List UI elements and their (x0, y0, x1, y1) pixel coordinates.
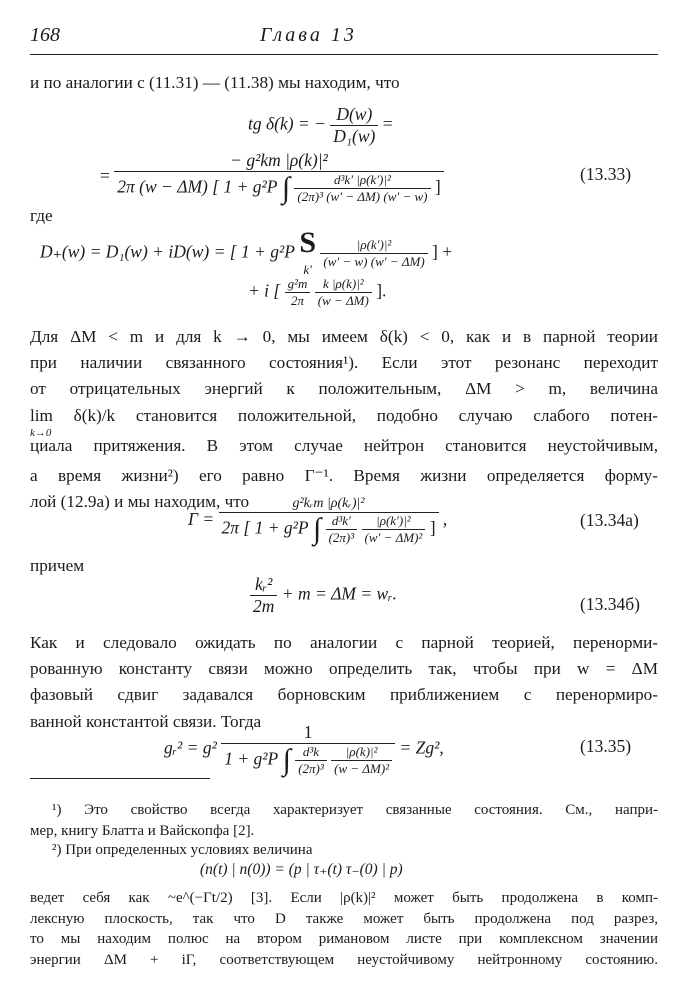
eq3-d1 (326, 513, 358, 546)
eq5-den (221, 744, 395, 777)
eq2b-end: ]. (376, 280, 387, 301)
eq2b-f1-den: 2π (291, 293, 305, 308)
paragraph-renormalization (30, 630, 658, 735)
footnote-2-equation: (n(t) | n(0)) = (p | τ₊(t) τ₋(0) | p) (200, 861, 403, 878)
eq-13-35 (164, 722, 444, 777)
eq2-frac (320, 237, 427, 270)
eq2b-pre: + i [ (248, 280, 281, 301)
eq-13-33-line2 (100, 150, 444, 205)
integral-sign: ∫ (282, 743, 291, 777)
p2-line4: ванной константой связи. Тогда (30, 711, 262, 731)
eq5-d1 (295, 744, 327, 777)
page-number: 168 (30, 24, 60, 46)
integral-sign: ∫ (312, 512, 322, 546)
eq-number-13-35: (13.35) (580, 736, 632, 756)
eq1-lhs: tg δ(k) = − (248, 113, 326, 134)
p2-line1: Как и следовало ожидать по аналогии с парной теорией, перенорми- (30, 633, 658, 652)
p1-line6: а время жизни²) его равно Γ⁻¹. Время жизни определяется форму- (30, 466, 658, 486)
fn1-line1: ¹) Это свойство всегда характеризует связанные состояния. См., напри- (52, 802, 658, 818)
eq3-lhs: Γ = (188, 509, 215, 530)
eq2-num: |ρ(k′)|² (320, 237, 427, 254)
eq3-den-pre: 2π [ 1 + g²P (221, 517, 309, 538)
where-label: где (30, 206, 53, 225)
chapter-title: Глава 13 (260, 24, 357, 46)
eq2b-frac1 (285, 276, 311, 309)
fn2-line1: ²) При определенных условиях величина (52, 842, 313, 858)
eq1-num: D(w) (330, 104, 378, 126)
eq1-big-fraction (114, 150, 443, 205)
eq-13-33-line1 (248, 104, 393, 147)
eq1-inner-num: d³k′ |ρ(k′)|² (294, 172, 430, 189)
fn2-line4: то мы находим полюс на втором римановом листе при комплексном значении (30, 931, 658, 947)
eq3-fraction (219, 496, 439, 546)
eq-13-34a (188, 496, 447, 546)
eq1-fraction (330, 104, 378, 147)
eq5-d1-den: (2π)³ (298, 761, 324, 776)
eq4-fraction (250, 574, 277, 617)
footnote-2-intro (30, 840, 658, 861)
eq5-d2 (331, 744, 392, 777)
eq-13-34b (250, 574, 397, 617)
eq1-equals: = (382, 113, 393, 134)
eq1-big-num: − g²km |ρ(k)|² (114, 150, 443, 172)
p2-line2: рованную константу связи можно определить так, чтобы при w = ΔM (30, 659, 658, 679)
fn2-line5: энергии ΔM + iΓ, соответствующем неустойчивому нейтронному состоянию. (30, 951, 658, 968)
eq3-d2-num: |ρ(k′)|² (362, 513, 426, 530)
fn1-line2: мер, книгу Блатта и Вайскопфа [2]. (30, 822, 255, 839)
eq-d-plus (40, 228, 452, 279)
eq1-den: D₁(w) (333, 126, 376, 146)
footnote-rule (30, 778, 210, 779)
eq4-num: kᵣ² (250, 574, 277, 596)
intro-line: и по аналогии с (11.31) — (11.38) мы находим, что (30, 73, 400, 92)
eq4-den: 2m (253, 596, 275, 616)
footnote-1 (30, 800, 658, 841)
sum-symbol (299, 228, 316, 279)
intro-text (30, 70, 658, 96)
p1-line2: при наличии связанного состояния¹). Если этот резонанс переходит (30, 353, 658, 373)
eq3-den-post: ] (429, 517, 436, 538)
eq-d-plus-line2 (248, 276, 386, 309)
eq2b-frac2 (315, 276, 372, 309)
eq-number-13-33: (13.33) (580, 164, 632, 184)
eq1-lead-equals: = (100, 165, 110, 186)
p1-line4: lim δ(k)/k становится положительной, подобно случаю слабого потен- (30, 405, 658, 425)
eq5-d2-num: |ρ(k)|² (331, 744, 392, 761)
eq5-lhs: gᵣ² = g² (164, 737, 217, 758)
eq1-inner-frac (294, 172, 430, 205)
footnote-2-body (30, 888, 658, 970)
header-rule (30, 54, 658, 55)
sum-sub: k′ (303, 262, 312, 277)
eq5-fraction (221, 722, 395, 777)
fn2-line3: лексную плоскость, так что D также может быть продолжена под разрез, (30, 910, 658, 927)
eq1-den-post: ] (434, 176, 441, 197)
eq1-den-pre: 2π (w − ΔM) [ 1 + g²P (117, 176, 278, 197)
eq4-rest: + m = ΔM = wᵣ. (281, 583, 397, 604)
eq2-lhs: D₊(w) = D₁(w) + iD(w) = [ 1 + g²P (40, 241, 295, 262)
p1-line5: циала притяжения. В этом случае нейтрон становится неустойчивым, (30, 435, 658, 455)
eq2-den: (w′ − w) (w′ − ΔM) (323, 254, 425, 269)
eq5-den-pre: 1 + g²P (224, 748, 279, 769)
sum-glyph: S (299, 226, 317, 259)
eq-number-13-34b: (13.34б) (580, 594, 640, 614)
eq2-end: ] + (432, 241, 453, 262)
eq5-d1-num: d³k (295, 744, 327, 761)
paragraph-resonance (30, 324, 658, 515)
eq2b-f2-num: k |ρ(k)|² (315, 276, 372, 293)
p2-line3: фазовый сдвиг задавался борновским приближением с перенормиро- (30, 685, 658, 705)
p1-line3: от отрицательных энергий к положительным, ΔM > m, величина (30, 379, 658, 399)
eq1-inner-den: (2π)³ (w′ − ΔM) (w′ − w) (297, 189, 428, 204)
eq3-d2-den: (w′ − ΔM)² (364, 530, 423, 545)
eq5-end: = Zg², (399, 737, 444, 758)
eq5-d2-den: (w − ΔM)² (334, 761, 390, 776)
eq3-d2 (362, 513, 426, 546)
p1-line7: лой (12.9а) и мы находим, что (30, 492, 250, 512)
eq2b-f2-den: (w − ΔM) (317, 293, 369, 308)
eq-number-13-34a: (13.34а) (580, 510, 639, 530)
eq3-num: g²kᵣm |ρ(kᵣ)|² (219, 496, 439, 513)
eq3-d1-num: d³k′ (326, 513, 358, 530)
integral-sign: ∫ (281, 171, 291, 205)
p1-line1: Для ΔM < m и для k → 0, мы имеем δ(k) < 0, как и в парной теории (30, 327, 658, 346)
eq3-end: , (442, 509, 448, 530)
eq3-den (219, 513, 439, 546)
limit-subscript: k→0 (30, 427, 52, 439)
moreover-label: причем (30, 556, 85, 575)
fn2-line2: ведет себя как ~e^(−Γt/2) [3]. Если |ρ(k)|² может быть продолжена в комп- (30, 890, 658, 906)
eq3-d1-den: (2π)³ (328, 530, 355, 545)
eq1-big-den (114, 172, 443, 205)
eq5-num: 1 (221, 722, 395, 744)
eq2b-f1-num: g²m (285, 276, 311, 293)
